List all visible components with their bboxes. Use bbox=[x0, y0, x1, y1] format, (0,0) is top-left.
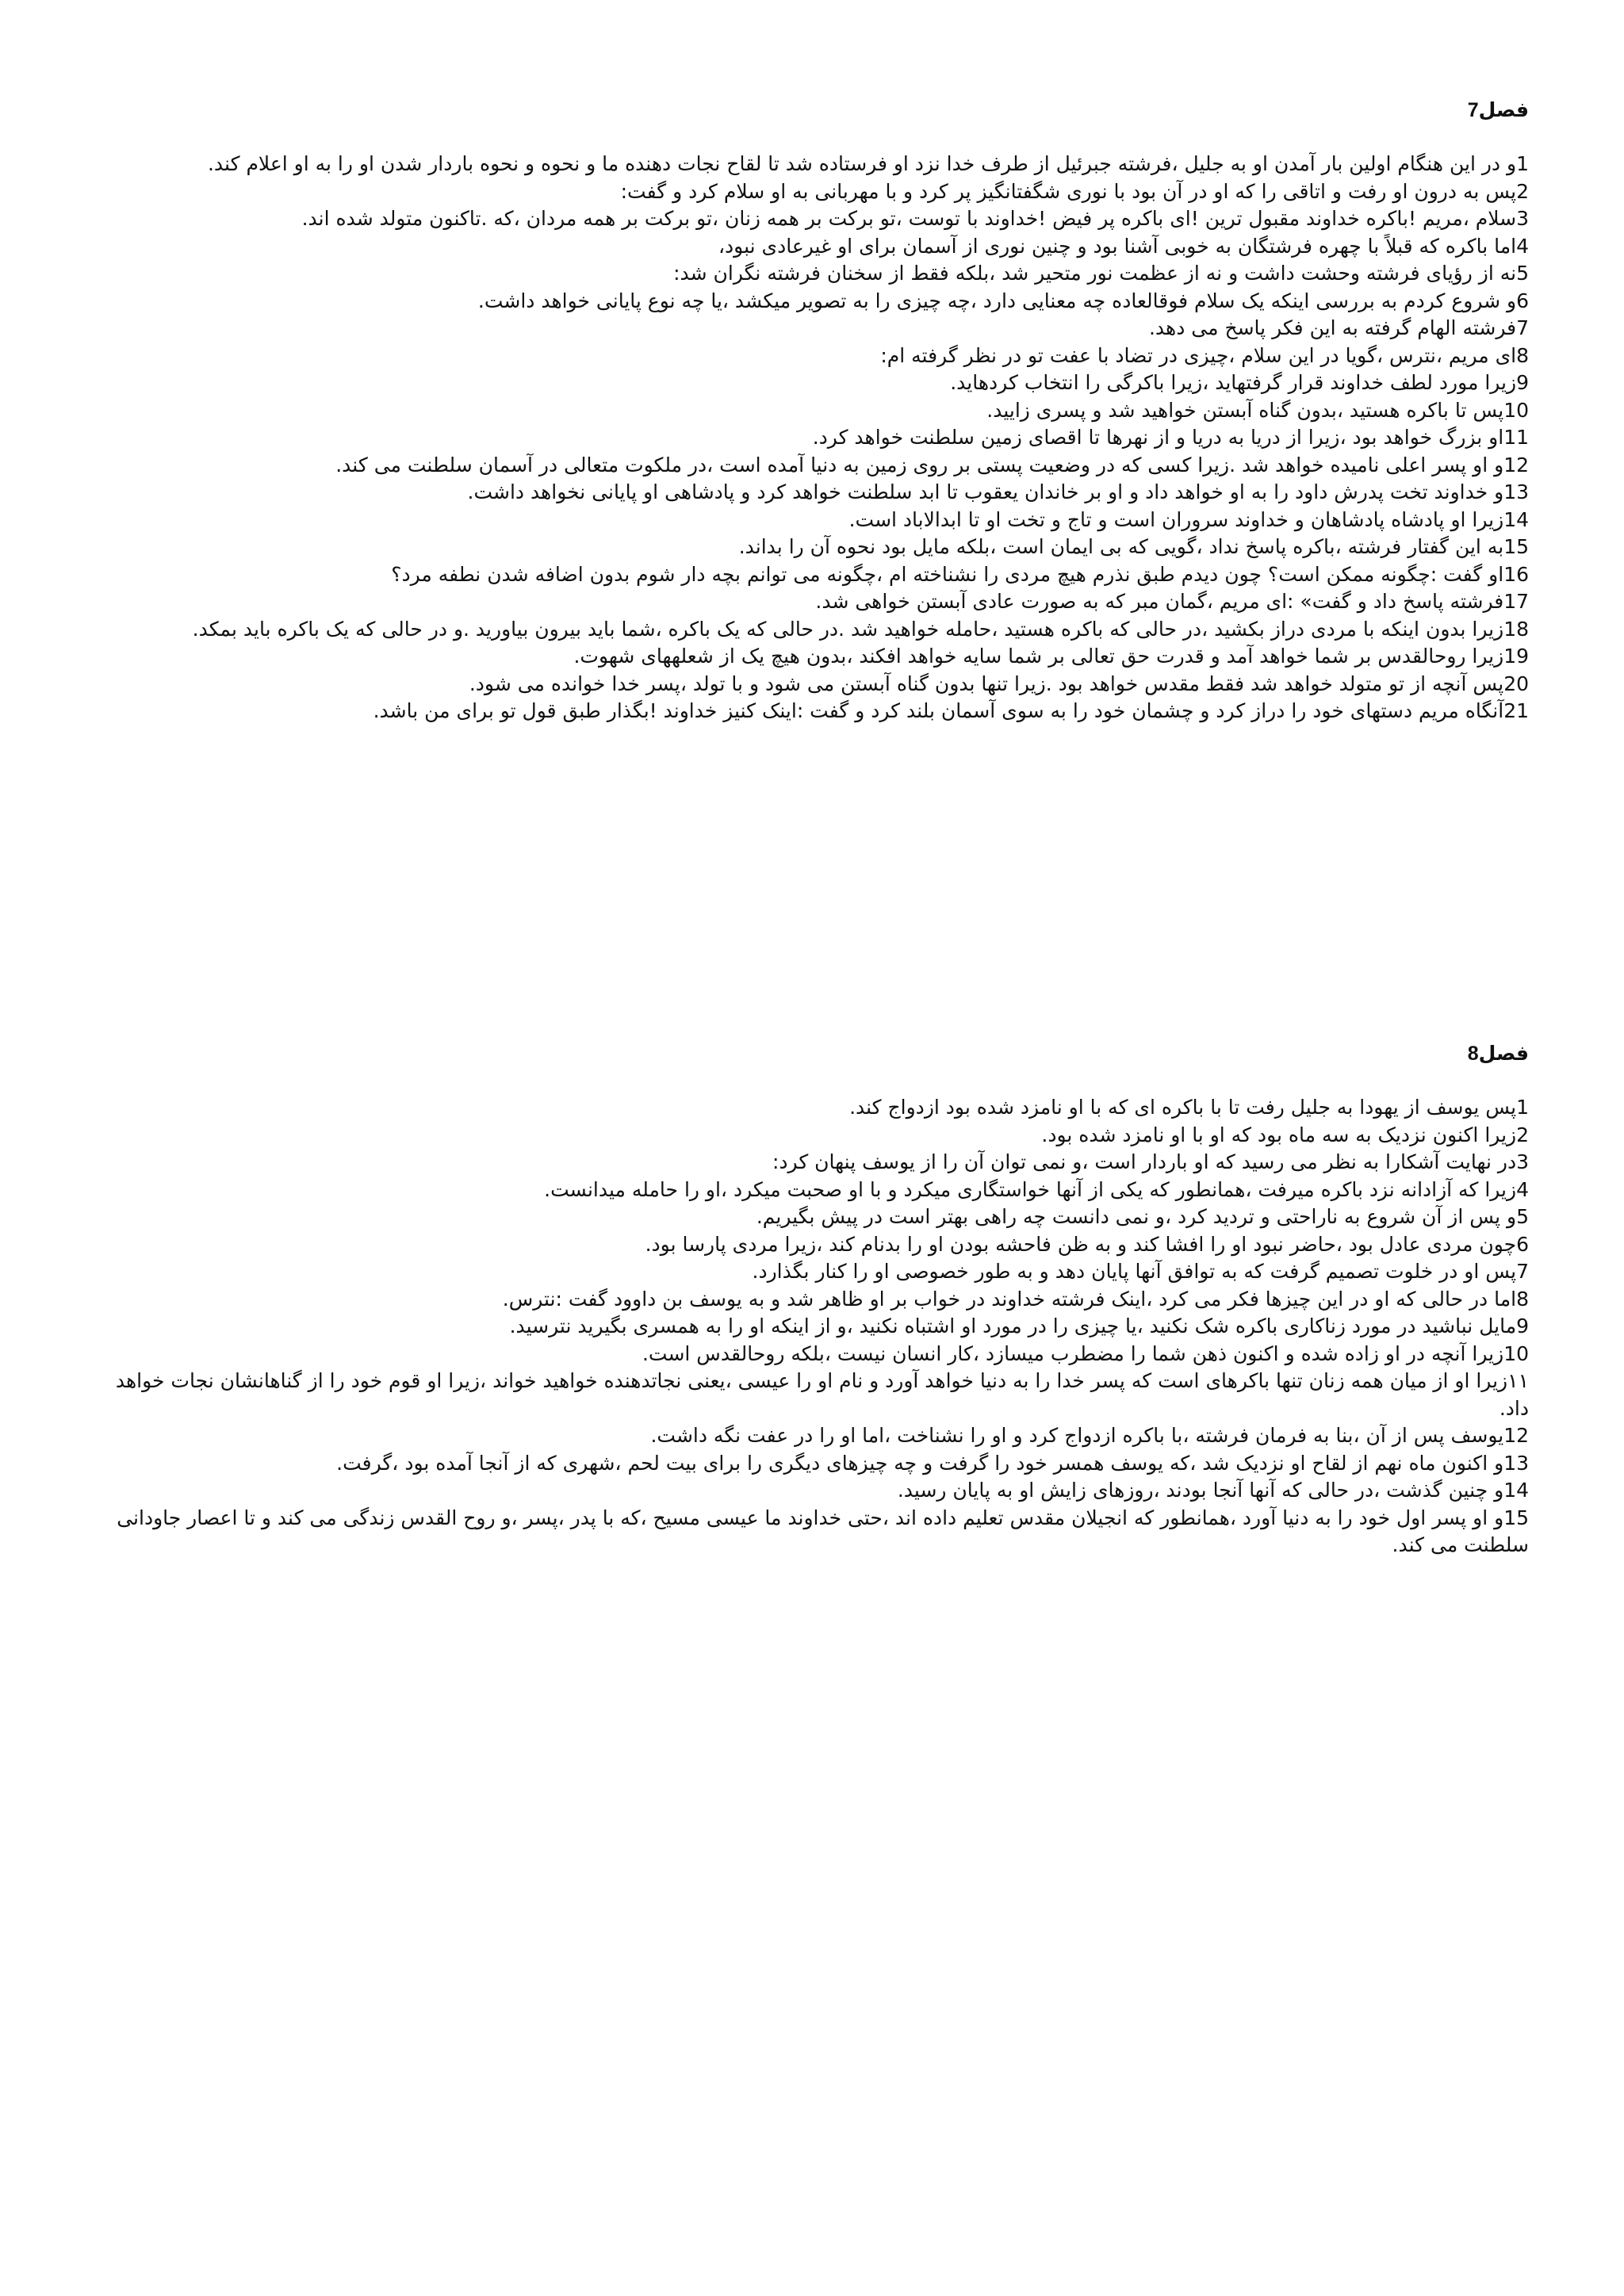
verse: 5و پس از آن شروع به ناراحتی و تردید کرد ،و نمی دانست چه راهی بهتر است در پیش بگیریم. bbox=[756, 1205, 1529, 1228]
verse: 10زیرا آنچه در او زاده شده و اکنون ذهن شما را مضطرب میسازد ،کار انسان نیست ،بلکه روحالقدس است. bbox=[642, 1341, 1529, 1365]
verse: 6چون مردی عادل بود ،حاضر نبود او را افشا کند و به ظن فاحشه بودن او را بدنام کند ،زیرا مردی پارسا بود. bbox=[645, 1232, 1529, 1256]
verse: 2زیرا اکنون نزدیک به سه ماه بود که او با او نامزد شده بود. bbox=[1041, 1123, 1529, 1146]
verse: 12یوسف پس از آن ،بنا به فرمان فرشته ،با باکره ازدواج کرد و او را نشناخت ،اما او را در عفت نگه داشت. bbox=[650, 1424, 1529, 1447]
chapter-8-title: فصل8 bbox=[1467, 1043, 1529, 1065]
chapter-7 bbox=[95, 97, 1529, 725]
chapter-7-title: فصل7 bbox=[1467, 99, 1529, 121]
verse: 8اما در حالی که او در این چیزها فکر می کرد ،اینک فرشته خداوند در خواب بر او ظاهر شد و به یوسف بن داوود گفت :نترس. bbox=[502, 1287, 1529, 1311]
verse: 13و اکنون ماه نهم از لقاح او نزدیک شد ،که یوسف همسر خود را گرفت و چه چیزهای دیگری را برای بیت لحم ،شهری که از آنجا آمده بود ،گرفت. bbox=[336, 1451, 1529, 1475]
chapter-8 bbox=[95, 1040, 1529, 1559]
verse: 5نه از رؤیای فرشته وحشت داشت و نه از عظمت نور متحیر شد ،بلکه فقط از سخنان فرشته نگران شد: bbox=[673, 262, 1529, 285]
verse: 3سلام ،مریم !باکره خداوند مقبول ترین !ای باکره پر فیض !خداوند با توست ،تو برکت بر همه زنان ،تو برکت بر همه مردان ،که .تاکنون متولد شده اند. bbox=[301, 207, 1529, 230]
verse: 2پس به درون او رفت و اتاقی را که او در آن بود با نوری شگفتانگیز پر کرد و با مهربانی به او سلام کرد و گفت: bbox=[620, 179, 1529, 203]
verse: 9زیرا مورد لطف خداوند قرار گرفتهاید ،زیرا باکرگی را انتخاب کردهاید. bbox=[950, 371, 1529, 394]
verse: 20پس آنچه از تو متولد خواهد شد فقط مقدس خواهد بود .زیرا تنها بدون گناه آبستن می شود و با تولد ،پسر خدا خوانده می شود. bbox=[469, 672, 1529, 695]
verse: 4اما باکره که قبلاً با چهره فرشتگان به خوبی آشنا بود و چنین نوری از آسمان برای او غیرعادی نبود، bbox=[718, 234, 1529, 258]
verse: 12و او پسر اعلی نامیده خواهد شد .زیرا کسی که در وضعیت پستی بر روی زمین به دنیا آمده است ،در ملکوت متعالی در آسمان سلطنت می کند. bbox=[335, 453, 1529, 476]
verse: 19زیرا روحالقدس بر شما خواهد آمد و قدرت حق تعالی بر شما سایه خواهد افکند ،بدون هیچ یک از شعلههای شهوت. bbox=[573, 645, 1529, 668]
verse: ١١زیرا او از میان همه زنان تنها باکرهای است که پسر خدا را به دنیا خواهد آورد و نام او را عیسی ،یعنی نجاتدهنده خواهید خواند ،زیرا او قوم خود را از گناهانشان نجات خواهد داد. bbox=[115, 1369, 1529, 1420]
verse: 11او بزرگ خواهد بود ،زیرا از دریا به دریا و از نهرها تا اقصای زمین سلطنت خواهد کرد. bbox=[812, 426, 1529, 449]
verse: 3در نهایت آشکارا به نظر می رسید که او باردار است ،و نمی توان آن را از یوسف پنهان کرد: bbox=[772, 1150, 1529, 1173]
verse: 4زیرا که آزادانه نزد باکره میرفت ،همانطور که یکی از آنها خواستگاری میکرد و با او صحبت میکرد ،او را حامله میدانست. bbox=[544, 1177, 1529, 1201]
chapter-7-verses bbox=[95, 151, 1529, 725]
verse: 8ای مریم ،نترس ،گویا در این سلام ،چیزی در تضاد با عفت تو در نظر گرفته ام: bbox=[880, 343, 1529, 367]
verse: 10پس تا باکره هستید ،بدون گناه آبستن خواهید شد و پسری زایید. bbox=[986, 398, 1529, 422]
chapter-8-verses bbox=[95, 1094, 1529, 1559]
verse: 9مایل نباشید در مورد زناکاری باکره شک نکنید ،یا چیزی را در مورد او اشتباه نکنید ،و از اینکه او را به همسری بگیرید نترسید. bbox=[509, 1314, 1529, 1337]
verse: 7پس او در خلوت تصمیم گرفت که به توافق آنها پایان دهد و به طور خصوصی او را کنار بگذارد. bbox=[752, 1260, 1529, 1283]
verse: 1پس یوسف از یهودا به جلیل رفت تا با باکره ای که با او نامزد شده بود ازدواج کند. bbox=[849, 1096, 1529, 1119]
verse: 21آنگاه مریم دستهای خود را دراز کرد و چشمان خود را به سوی آسمان بلند کرد و گفت :اینک کنیز خداوند !بگذار طبق قول تو برای من باشد. bbox=[373, 699, 1529, 722]
verse: 13و خداوند تخت پدرش داود را به او خواهد داد و او بر خاندان یعقوب تا ابد سلطنت خواهد کرد و پادشاهی او پایانی نخواهد داشت. bbox=[467, 480, 1529, 503]
verse: 16او گفت :چگونه ممکن است؟ چون دیدم طبق نذرم هیچ مردی را نشناخته ام ،چگونه می توانم بچه دار شوم بدون اضافه شدن نطفه مرد؟ bbox=[391, 562, 1529, 586]
verse: 15و او پسر اول خود را به دنیا آورد ،همانطور که انجیلان مقدس تعلیم داده اند ،حتی خداوند ما عیسی مسیح ،که با پدر ،پسر ،و روح القدس زندگی می کند و تا اعصار جاودانی سلطنت می کند. bbox=[117, 1506, 1529, 1556]
verse: 6و شروع کردم به بررسی اینکه یک سلام فوقالعاده چه معنایی دارد ،چه چیزی را به تصویر میکشد ،یا چه نوع پایانی خواهد داشت. bbox=[477, 289, 1529, 312]
verse: 1و در این هنگام اولین بار آمدن او به جلیل ،فرشته جبرئیل از طرف خدا نزد او فرستاده شد تا لقاح نجات دهنده ما و نحوه و نحوه باردار شدن او را به او اعلام کند. bbox=[207, 152, 1529, 175]
verse: 14و چنین گذشت ،در حالی که آنها آنجا بودند ،روزهای زایش او به پایان رسید. bbox=[897, 1479, 1529, 1502]
verse: 17فرشته پاسخ داد و گفت» :ای مریم ،گمان مبر که به صورت عادی آبستن خواهی شد. bbox=[815, 590, 1529, 613]
verse: 15به این گفتار فرشته ،باکره پاسخ نداد ،گویی که بی ایمان است ،بلکه مایل بود نحوه آن را بداند. bbox=[738, 535, 1529, 558]
verse: 7فرشته الهام گرفته به این فکر پاسخ می دهد. bbox=[1148, 316, 1529, 339]
verse: 18زیرا بدون اینکه با مردی دراز بکشید ،در حالی که باکره هستید ،حامله خواهید شد .در حالی که یک باکره ،شما باید بیرون بیاورید .و در حالی که یک باکره باید بمکد. bbox=[192, 617, 1529, 641]
verse: 14زیرا او پادشاه پادشاهان و خداوند سروران است و تاج و تخت او تا ابدالاباد است. bbox=[848, 507, 1529, 531]
